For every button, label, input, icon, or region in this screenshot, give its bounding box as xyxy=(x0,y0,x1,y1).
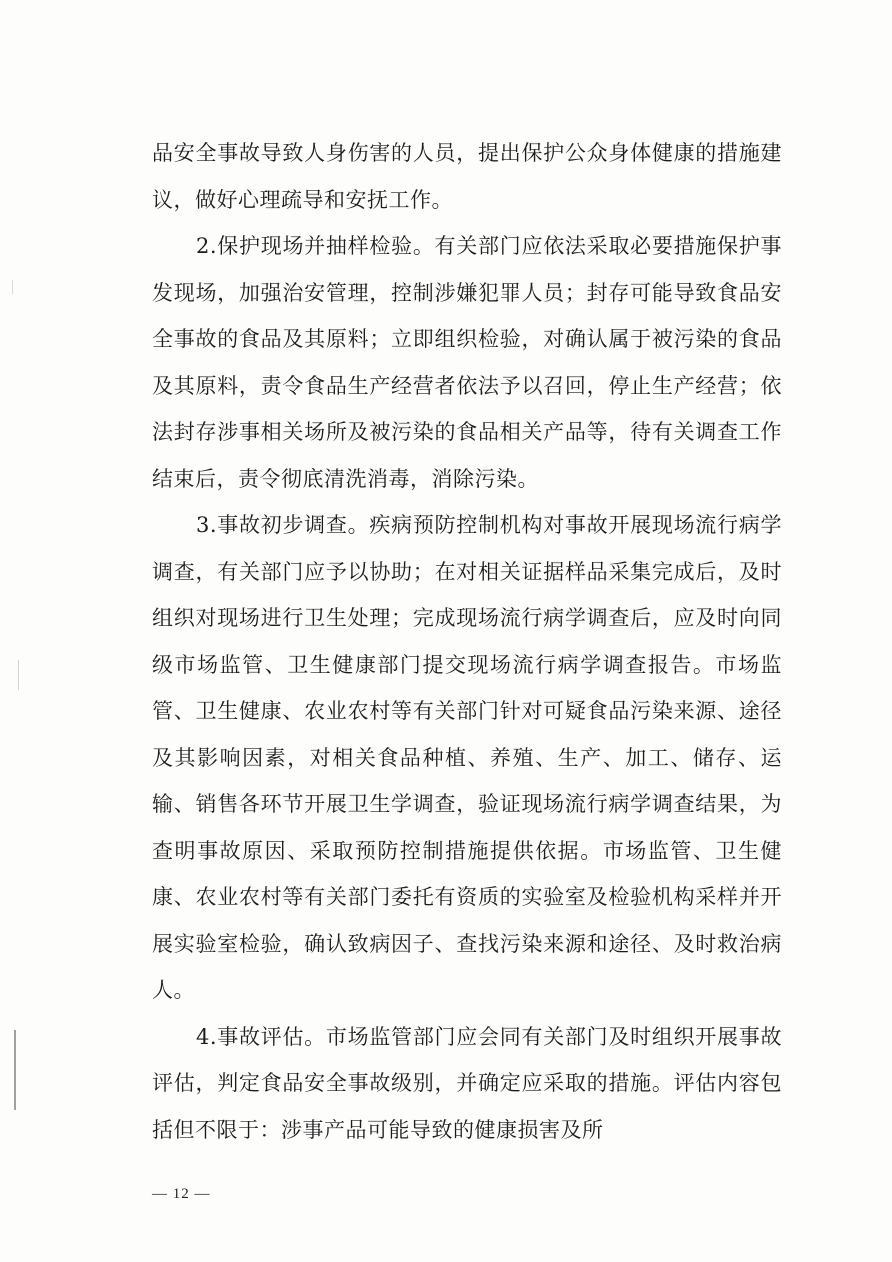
document-body xyxy=(152,130,782,1153)
paragraph-accident-assessment: 4.事故评估。市场监管部门应会同有关部门及时组织开展事故评估，判定食品安全事故级别，并确定应采取的措施。评估内容包括但不限于：涉事产品可能导致的健康损害及所 xyxy=(152,1024,782,1142)
page-number: — 12 — xyxy=(152,1186,211,1202)
paragraph-continuation: 品安全事故导致人身伤害的人员，提出保护公众身体健康的措施建议，做好心理疏导和安抚工作。 xyxy=(152,141,782,212)
scan-edge-mark xyxy=(14,1030,16,1110)
paragraph-protect-site: 2.保护现场并抽样检验。有关部门应依法采取必要措施保护事发现场，加强治安管理，控制涉嫌犯罪人员；封存可能导致食品安全事故的食品及其原料；立即组织检验，对确认属于被污染的食品及其原料，责令食品生产经营者依法予以召回，停止生产经营；依法封存涉事相关场所及被污染的食品相关产品等，待有关调查工作结束后，责令彻底清洗消毒，消除污染。 xyxy=(152,234,782,491)
scan-edge-mark xyxy=(18,660,19,690)
scan-edge-mark xyxy=(12,280,13,294)
paragraph-initial-investigation: 3.事故初步调查。疾病预防控制机构对事故开展现场流行病学调查，有关部门应予以协助；在对相关证据样品采集完成后，及时组织对现场进行卫生处理；完成现场流行病学调查后，应及时向同级市场监管、卫生健康部门提交现场流行病学调查报告。市场监管、卫生健康、农业农村等有关部门针对可疑食品污染来源、途径及其影响因素，对相关食品种植、养殖、生产、加工、储存、运输、销售各环节开展卫生学调查，验证现场流行病学调查结果，为查明事故原因、采取预防控制措施提供依据。市场监管、卫生健康、农业农村等有关部门委托有资质的实验室及检验机构采样并开展实验室检验，确认致病因子、查找污染来源和途径、及时救治病人。 xyxy=(152,513,782,1002)
